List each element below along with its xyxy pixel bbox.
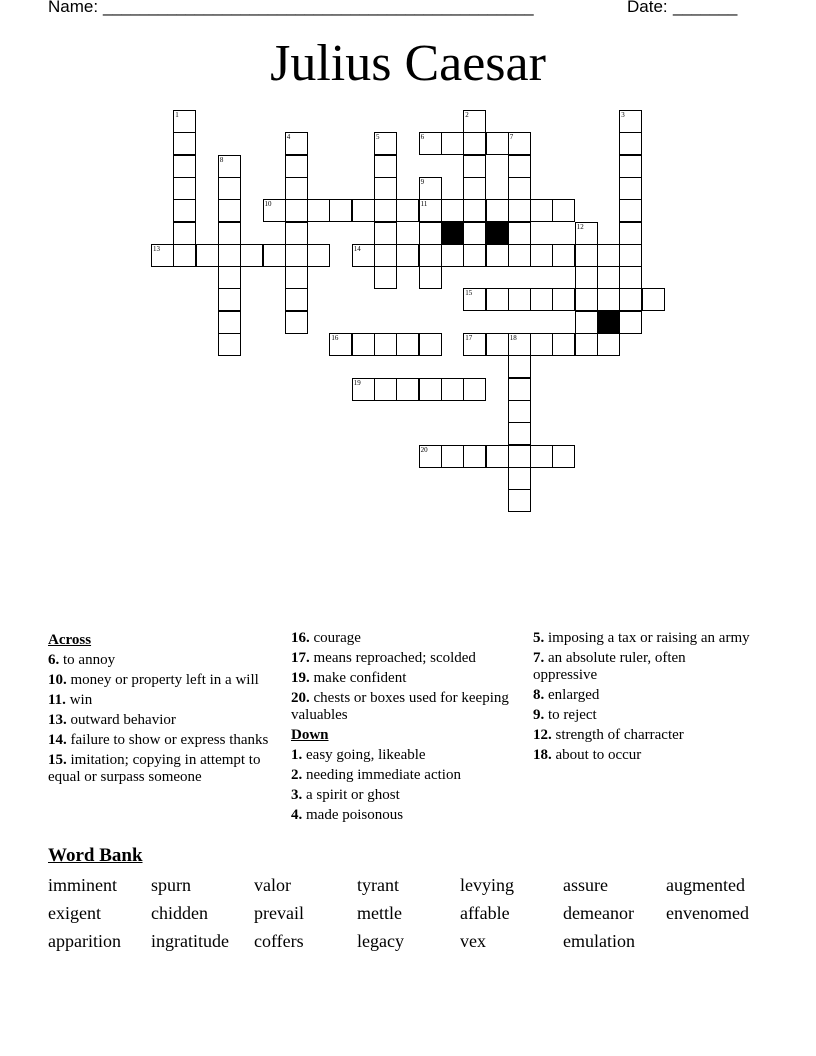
grid-cell[interactable] xyxy=(173,155,196,178)
clue-number: 15 xyxy=(465,289,473,298)
grid-cell[interactable] xyxy=(374,266,397,289)
grid-cell[interactable] xyxy=(374,155,397,178)
grid-cell[interactable] xyxy=(285,266,308,289)
grid-cell[interactable] xyxy=(419,333,442,356)
word-bank-word: assure xyxy=(563,875,608,895)
grid-cell[interactable] xyxy=(419,378,442,401)
word-bank-word: mettle xyxy=(357,903,402,923)
clue-number: 3 xyxy=(621,111,625,119)
date-label: Date: xyxy=(627,0,668,16)
grid-cell[interactable] xyxy=(508,378,531,401)
clue-number: 8 xyxy=(219,155,224,164)
word-bank-word: coffers xyxy=(254,931,304,951)
grid-cell[interactable] xyxy=(530,199,553,222)
clue-across-17: 17. means reproached; scolded xyxy=(291,650,476,666)
grid-cell[interactable] xyxy=(173,244,196,267)
grid-cell[interactable] xyxy=(575,222,598,245)
clue-number: 9 xyxy=(420,177,425,186)
clue-number: 16 xyxy=(331,334,339,342)
clue-down-5: 5. imposing a tax or raising an army xyxy=(533,630,750,646)
clue-down-4: 4. made poisonous xyxy=(291,807,404,823)
grid-cell[interactable] xyxy=(508,155,531,178)
grid-cell[interactable] xyxy=(173,177,196,200)
grid-cell[interactable] xyxy=(441,244,464,267)
grid-cell[interactable] xyxy=(575,244,598,267)
grid-cell[interactable] xyxy=(619,199,642,222)
grid-cell[interactable] xyxy=(642,288,665,311)
grid-cell[interactable] xyxy=(486,244,509,267)
grid-cell[interactable] xyxy=(285,244,308,267)
clue-down-8: 8. enlarged xyxy=(533,687,600,703)
grid-cell[interactable] xyxy=(285,199,308,222)
grid-cell[interactable] xyxy=(508,222,531,245)
grid-cell[interactable] xyxy=(285,222,308,245)
clue-down-12: 12. strength of charracter xyxy=(533,727,684,743)
grid-cell[interactable] xyxy=(352,199,375,222)
word-bank-word: emulation xyxy=(563,931,635,951)
word-bank-word: valor xyxy=(254,875,291,895)
word-bank-word: prevail xyxy=(254,903,304,923)
grid-cell[interactable] xyxy=(552,199,575,222)
clue-down-9: 9. to reject xyxy=(533,707,597,723)
grid-cell[interactable] xyxy=(552,244,575,267)
grid-cell[interactable] xyxy=(196,244,219,267)
clue-across-19: 19. make confident xyxy=(291,670,407,686)
grid-cell[interactable] xyxy=(508,132,531,155)
grid-cell[interactable] xyxy=(374,378,397,401)
word-bank-word: spurn xyxy=(151,875,191,895)
word-bank-word: legacy xyxy=(357,931,404,951)
grid-cell[interactable] xyxy=(486,132,509,155)
clue-across-13: 13. outward behavior xyxy=(48,712,176,728)
grid-cell[interactable] xyxy=(508,422,531,445)
grid-cell[interactable] xyxy=(463,244,486,267)
clue-number: 13 xyxy=(153,244,160,253)
grid-cell[interactable] xyxy=(508,445,531,468)
grid-cell[interactable] xyxy=(463,132,486,155)
clue-number: 10 xyxy=(264,200,272,209)
grid-cell[interactable] xyxy=(218,199,241,222)
grid-cell[interactable] xyxy=(329,333,352,356)
clue-number: 2 xyxy=(465,111,469,119)
grid-cell[interactable] xyxy=(419,132,442,155)
clue-number: 12 xyxy=(576,222,584,231)
grid-cell[interactable] xyxy=(597,244,620,267)
grid-cell[interactable] xyxy=(240,244,263,267)
grid-cell[interactable] xyxy=(419,445,442,468)
grid-cell[interactable] xyxy=(441,199,464,222)
clues-column-3 xyxy=(533,630,753,767)
grid-cell[interactable] xyxy=(552,333,575,356)
grid-cell[interactable] xyxy=(419,266,442,289)
grid-cell[interactable] xyxy=(374,177,397,200)
grid-cell[interactable] xyxy=(173,110,196,133)
clues-column-2 xyxy=(291,630,516,827)
grid-cell[interactable] xyxy=(575,333,598,356)
grid-cell[interactable] xyxy=(374,333,397,356)
word-bank-word: levying xyxy=(460,875,514,895)
clue-number: 7 xyxy=(509,133,514,142)
grid-cell[interactable] xyxy=(486,333,509,356)
grid-cell[interactable] xyxy=(173,222,196,245)
grid-cell[interactable] xyxy=(218,222,241,245)
grid-cell[interactable] xyxy=(463,110,486,133)
clue-number: 19 xyxy=(353,378,361,387)
grid-cell[interactable] xyxy=(508,467,531,490)
grid-cell[interactable] xyxy=(619,244,642,267)
grid-cell[interactable] xyxy=(218,266,241,289)
grid-cell[interactable] xyxy=(530,244,553,267)
grid-cell[interactable] xyxy=(218,333,241,356)
grid-cell[interactable] xyxy=(619,311,642,334)
grid-cell[interactable] xyxy=(508,177,531,200)
grid-cell[interactable] xyxy=(508,489,531,512)
grid-cell[interactable] xyxy=(352,244,375,267)
grid-cell[interactable] xyxy=(619,266,642,289)
grid-cell[interactable] xyxy=(263,199,286,222)
black-square xyxy=(441,222,464,245)
grid-cell[interactable] xyxy=(486,288,509,311)
grid-cell[interactable] xyxy=(441,445,464,468)
word-bank-word: vex xyxy=(460,931,486,951)
grid-cell[interactable] xyxy=(285,177,308,200)
grid-cell[interactable] xyxy=(419,222,442,245)
word-bank-word: affable xyxy=(460,903,510,923)
word-bank xyxy=(48,874,788,952)
clue-number: 20 xyxy=(420,445,428,454)
grid-cell[interactable] xyxy=(508,333,531,356)
grid-cell[interactable] xyxy=(419,244,442,267)
grid-cell[interactable] xyxy=(396,333,419,356)
grid-cell[interactable] xyxy=(619,288,642,311)
grid-cell[interactable] xyxy=(396,244,419,267)
word-bank-word: chidden xyxy=(151,903,208,923)
name-line[interactable]: _______________________________________________ xyxy=(103,0,534,16)
grid-cell[interactable] xyxy=(530,445,553,468)
word-bank-title: Word Bank xyxy=(48,845,143,866)
clue-across-16: 16. courage xyxy=(291,630,361,646)
grid-cell[interactable] xyxy=(285,311,308,334)
grid-cell[interactable] xyxy=(374,222,397,245)
clue-number: 18 xyxy=(509,334,517,342)
date-line[interactable]: _______ xyxy=(673,0,738,16)
grid-cell[interactable] xyxy=(619,155,642,178)
grid-cell[interactable] xyxy=(597,288,620,311)
grid-cell[interactable] xyxy=(530,288,553,311)
grid-cell[interactable] xyxy=(619,222,642,245)
word-bank-word: imminent xyxy=(48,875,117,895)
word-bank-word: demeanor xyxy=(563,903,634,923)
grid-cell[interactable] xyxy=(352,333,375,356)
grid-cell[interactable] xyxy=(575,311,598,334)
grid-cell[interactable] xyxy=(463,222,486,245)
clue-number: 4 xyxy=(286,133,291,142)
grid-cell[interactable] xyxy=(552,445,575,468)
word-bank-word: envenomed xyxy=(666,903,749,923)
grid-cell[interactable] xyxy=(218,288,241,311)
grid-cell[interactable] xyxy=(218,311,241,334)
grid-cell[interactable] xyxy=(396,199,419,222)
grid-cell[interactable] xyxy=(463,333,486,356)
grid-cell[interactable] xyxy=(285,288,308,311)
word-bank-word: exigent xyxy=(48,903,101,923)
down-heading: Down xyxy=(291,727,329,743)
grid-cell[interactable] xyxy=(463,378,486,401)
black-square xyxy=(486,222,509,245)
grid-cell[interactable] xyxy=(486,199,509,222)
clue-number: 11 xyxy=(420,200,428,209)
grid-cell[interactable] xyxy=(463,288,486,311)
grid-cell[interactable] xyxy=(619,110,642,133)
grid-cell[interactable] xyxy=(508,199,531,222)
grid-cell[interactable] xyxy=(619,132,642,155)
grid-cell[interactable] xyxy=(486,445,509,468)
clue-down-3: 3. a spirit or ghost xyxy=(291,787,400,803)
grid-cell[interactable] xyxy=(173,132,196,155)
grid-cell[interactable] xyxy=(463,445,486,468)
name-label: Name: xyxy=(48,0,99,16)
grid-cell[interactable] xyxy=(463,155,486,178)
word-bank-word: augmented xyxy=(666,875,745,895)
grid-cell[interactable] xyxy=(508,288,531,311)
clue-number: 17 xyxy=(465,334,473,342)
clue-number: 6 xyxy=(420,133,425,142)
grid-cell[interactable] xyxy=(173,199,196,222)
grid-cell[interactable] xyxy=(218,155,241,178)
word-bank-word: tyrant xyxy=(357,875,399,895)
grid-cell[interactable] xyxy=(374,132,397,155)
grid-cell[interactable] xyxy=(441,378,464,401)
grid-cell[interactable] xyxy=(285,155,308,178)
grid-cell[interactable] xyxy=(419,177,442,200)
clue-number: 1 xyxy=(175,111,179,119)
clue-down-1: 1. easy going, likeable xyxy=(291,747,426,763)
grid-cell[interactable] xyxy=(508,400,531,423)
clues-column-1 xyxy=(48,630,273,789)
grid-cell[interactable] xyxy=(597,333,620,356)
grid-cell[interactable] xyxy=(575,266,598,289)
clue-across-14: 14. failure to show or express thanks xyxy=(48,732,269,748)
clue-down-7: 7. an absolute ruler, often oppressive xyxy=(533,650,686,683)
clue-across-10: 10. money or property left in a will xyxy=(48,672,259,688)
grid-cell[interactable] xyxy=(263,244,286,267)
clue-across-11: 11. win xyxy=(48,692,93,708)
clue-number: 5 xyxy=(376,133,380,142)
word-bank-word: apparition xyxy=(48,931,121,951)
clue-down-18: 18. about to occur xyxy=(533,747,642,763)
grid-cell[interactable] xyxy=(463,199,486,222)
black-square xyxy=(597,311,620,334)
word-bank-word: ingratitude xyxy=(151,931,229,951)
grid-cell[interactable] xyxy=(575,288,598,311)
grid-cell[interactable] xyxy=(307,244,330,267)
grid-cell[interactable] xyxy=(151,244,174,267)
grid-cell[interactable] xyxy=(530,333,553,356)
clue-across-6: 6. to annoy xyxy=(48,652,116,668)
clue-across-15: 15. imitation; copying in attempt to equal or surpass someone xyxy=(48,752,261,785)
grid-cell[interactable] xyxy=(307,199,330,222)
clue-down-2: 2. needing immediate action xyxy=(291,767,461,783)
grid-cell[interactable] xyxy=(329,199,352,222)
clue-number: 14 xyxy=(353,244,361,253)
across-heading: Across xyxy=(48,632,92,648)
grid-cell[interactable] xyxy=(441,132,464,155)
grid-cell[interactable] xyxy=(552,288,575,311)
grid-cell[interactable] xyxy=(218,244,241,267)
clue-across-20: 20. chests or boxes used for keeping valuables xyxy=(291,690,509,723)
grid-cell[interactable] xyxy=(508,355,531,378)
grid-cell[interactable] xyxy=(352,378,375,401)
page-title: Julius Caesar xyxy=(270,35,546,92)
grid-cell[interactable] xyxy=(374,199,397,222)
grid-cell[interactable] xyxy=(619,177,642,200)
grid-cell[interactable] xyxy=(218,177,241,200)
grid-cell[interactable] xyxy=(508,244,531,267)
grid-cell[interactable] xyxy=(396,378,419,401)
grid-cell[interactable] xyxy=(419,199,442,222)
grid-cell[interactable] xyxy=(463,177,486,200)
grid-cell[interactable] xyxy=(285,132,308,155)
grid-cell[interactable] xyxy=(374,244,397,267)
